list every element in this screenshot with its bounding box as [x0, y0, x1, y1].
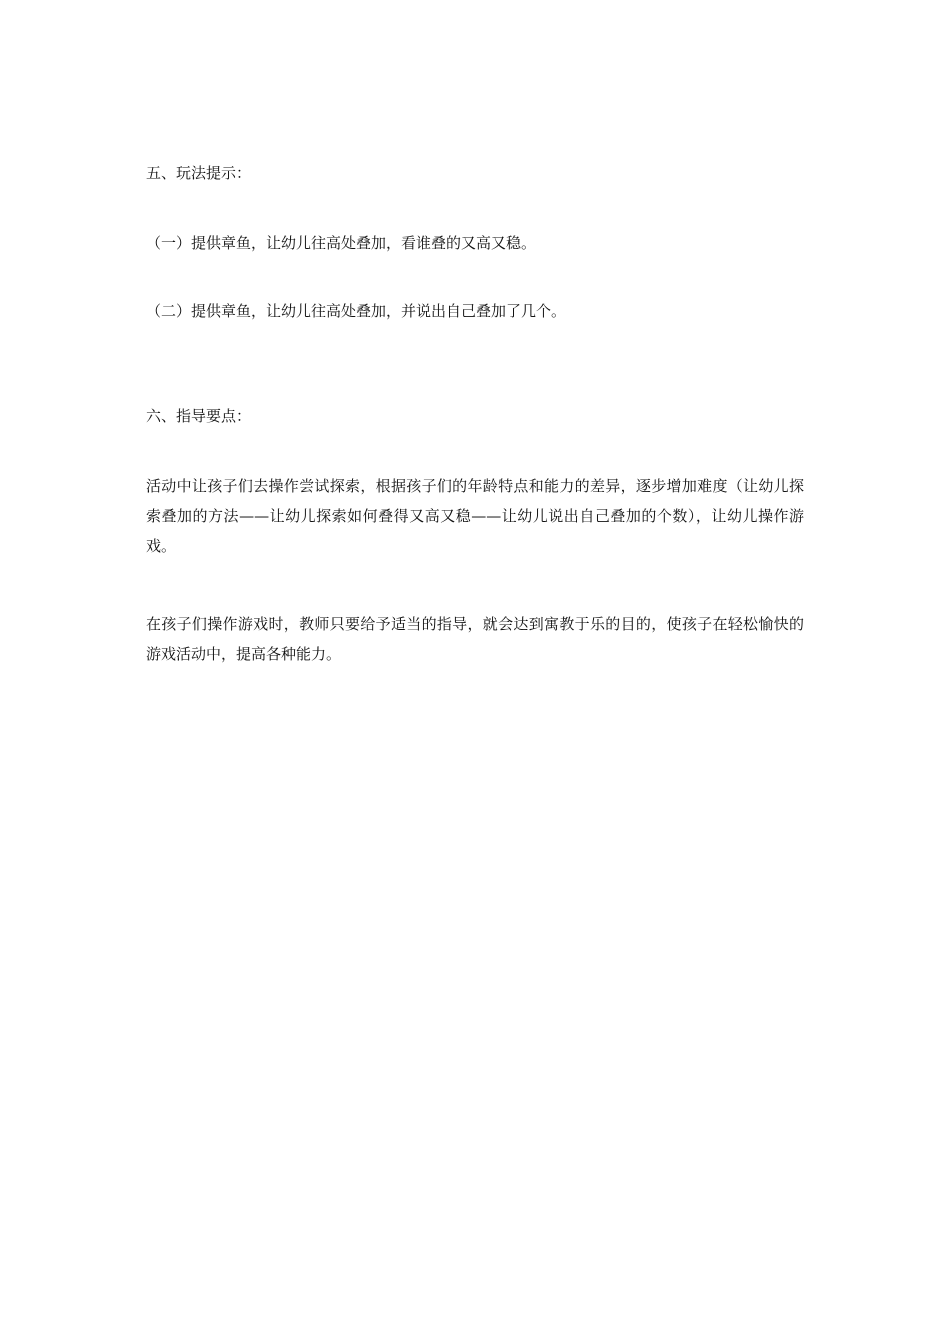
guidance-paragraph-1: 活动中让孩子们去操作尝试探索，根据孩子们的年龄特点和能力的差异，逐步增加难度（让幼儿探索叠加的方法——让幼儿探索如何叠得又高又稳——让幼儿说出自己叠加的个数），让幼儿操作游戏。 [146, 477, 804, 555]
play-tip-item-2: （二）提供章鱼，让幼儿往高处叠加，并说出自己叠加了几个。 [146, 302, 567, 320]
section-heading-6: 六、指导要点： [146, 407, 252, 425]
play-tip-item-1: （一）提供章鱼，让幼儿往高处叠加，看谁叠的又高又稳。 [146, 234, 537, 252]
section-heading-5: 五、玩法提示： [146, 164, 252, 182]
guidance-paragraph-2: 在孩子们操作游戏时，教师只要给予适当的指导，就会达到寓教于乐的目的，使孩子在轻松愉快的游戏活动中，提高各种能力。 [146, 615, 804, 663]
